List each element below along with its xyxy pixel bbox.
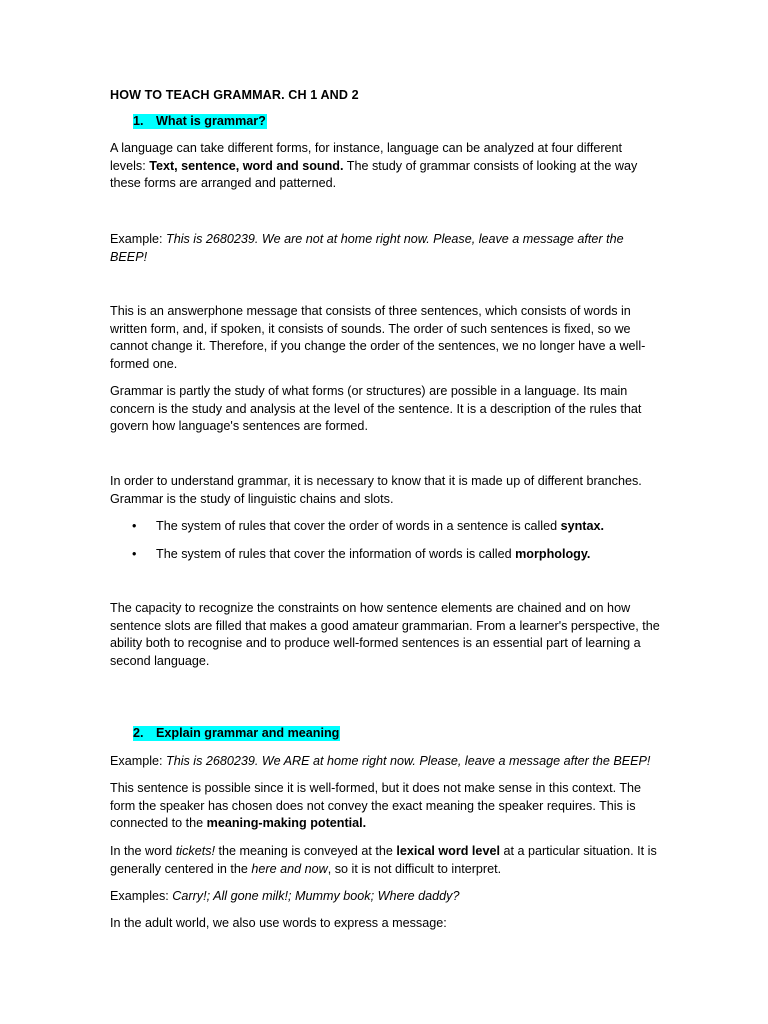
example-label: Example: <box>110 754 166 768</box>
section-heading-text: Explain grammar and meaning <box>156 726 340 740</box>
example-italic-text: This is 2680239. We ARE at home right now. Please, leave a message after the BEEP! <box>166 754 651 768</box>
bullet-text <box>156 518 604 536</box>
section-heading-1-highlight <box>133 114 267 129</box>
paragraph-text: at a particular situation. It is generally centered in the <box>110 844 657 876</box>
section-heading-2 <box>133 725 340 742</box>
paragraph-branches: In order to understand grammar, it is necessary to know that it is made up of different branches. Grammar is the study of linguistic chains and slots. <box>110 474 642 506</box>
bold-text: meaning-making potential. <box>206 816 367 831</box>
section-number: 2. <box>133 726 144 740</box>
paragraph-levels <box>110 140 660 193</box>
italic-text: here and now <box>251 861 328 876</box>
paragraph-answerphone: This is an answerphone message that consists of three sentences, which consists of words in written form, and, if spoken, it consists of sounds. The order of such sentences is fixed, so we cannot change it. Therefore, if you change the order of the sentences, we no longer have a well-formed one. <box>110 304 646 371</box>
bullet-icon: • <box>132 547 137 561</box>
bullet-text-plain: The system of rules that cover the order of words in a sentence is called <box>156 519 561 533</box>
bullet-text-plain: The system of rules that cover the information of words is called <box>156 547 516 561</box>
section-heading-1 <box>133 113 267 130</box>
example-italic-text: Carry!; All gone milk!; Mummy book; Where daddy? <box>172 889 460 903</box>
paragraph-text: In the word <box>110 844 176 858</box>
document-title: HOW TO TEACH GRAMMAR. CH 1 AND 2 <box>110 88 359 102</box>
paragraph-well-formed <box>110 780 660 833</box>
paragraph-text: The study of grammar consists of looking at the way these forms are arranged and patterned. <box>110 158 638 191</box>
examples-3 <box>110 888 660 906</box>
example-label: Examples: <box>110 889 173 903</box>
bullet-icon: • <box>132 519 137 533</box>
paragraph-capacity: The capacity to recognize the constraints on how sentence elements are chained and on how sentence slots are filled that makes a good amateur grammarian. From a learner's perspective, the ability both to recognise and to produce well-formed sentences is an essential part of learning a second language. <box>110 601 660 668</box>
paragraph-text: the meaning is conveyed at the <box>215 844 397 858</box>
example-2 <box>110 753 660 771</box>
example-italic-text: This is 2680239. We are not at home right now. Please, leave a message after the BEEP! <box>110 232 624 264</box>
paragraph-text: This sentence is possible since it is well-formed, but it does not make sense in this context. The form the speaker has chosen does not convey the exact meaning the speaker requires. This is connected to the <box>110 781 642 831</box>
bullet-text-bold: morphology. <box>515 547 591 561</box>
bullet-text <box>156 546 590 564</box>
section-number: 1. <box>133 114 144 128</box>
paragraph-text: A language can take different forms, for instance, language can be analyzed at four different levels: <box>110 141 623 173</box>
bold-text: lexical word level <box>396 844 500 858</box>
paragraph-text: , so it is not difficult to interpret. <box>327 861 502 876</box>
paragraph-tickets <box>110 843 660 878</box>
example-label: Example: <box>110 232 166 246</box>
italic-text: tickets! <box>175 844 216 858</box>
example-1 <box>110 231 660 266</box>
paragraph-adult-world: In the adult world, we also use words to express a message: <box>110 916 447 930</box>
section-heading-text: What is grammar? <box>156 114 266 128</box>
bold-text: Text, sentence, word and sound. <box>149 158 344 173</box>
paragraph-grammar-definition: Grammar is partly the study of what forms (or structures) are possible in a language. Its main concern is the study and analysis at the level of the sentence. It is a description of the rules that govern how language's sentences are formed. <box>110 384 642 434</box>
section-heading-2-highlight <box>133 726 340 741</box>
bullet-text-bold: syntax. <box>560 519 604 533</box>
